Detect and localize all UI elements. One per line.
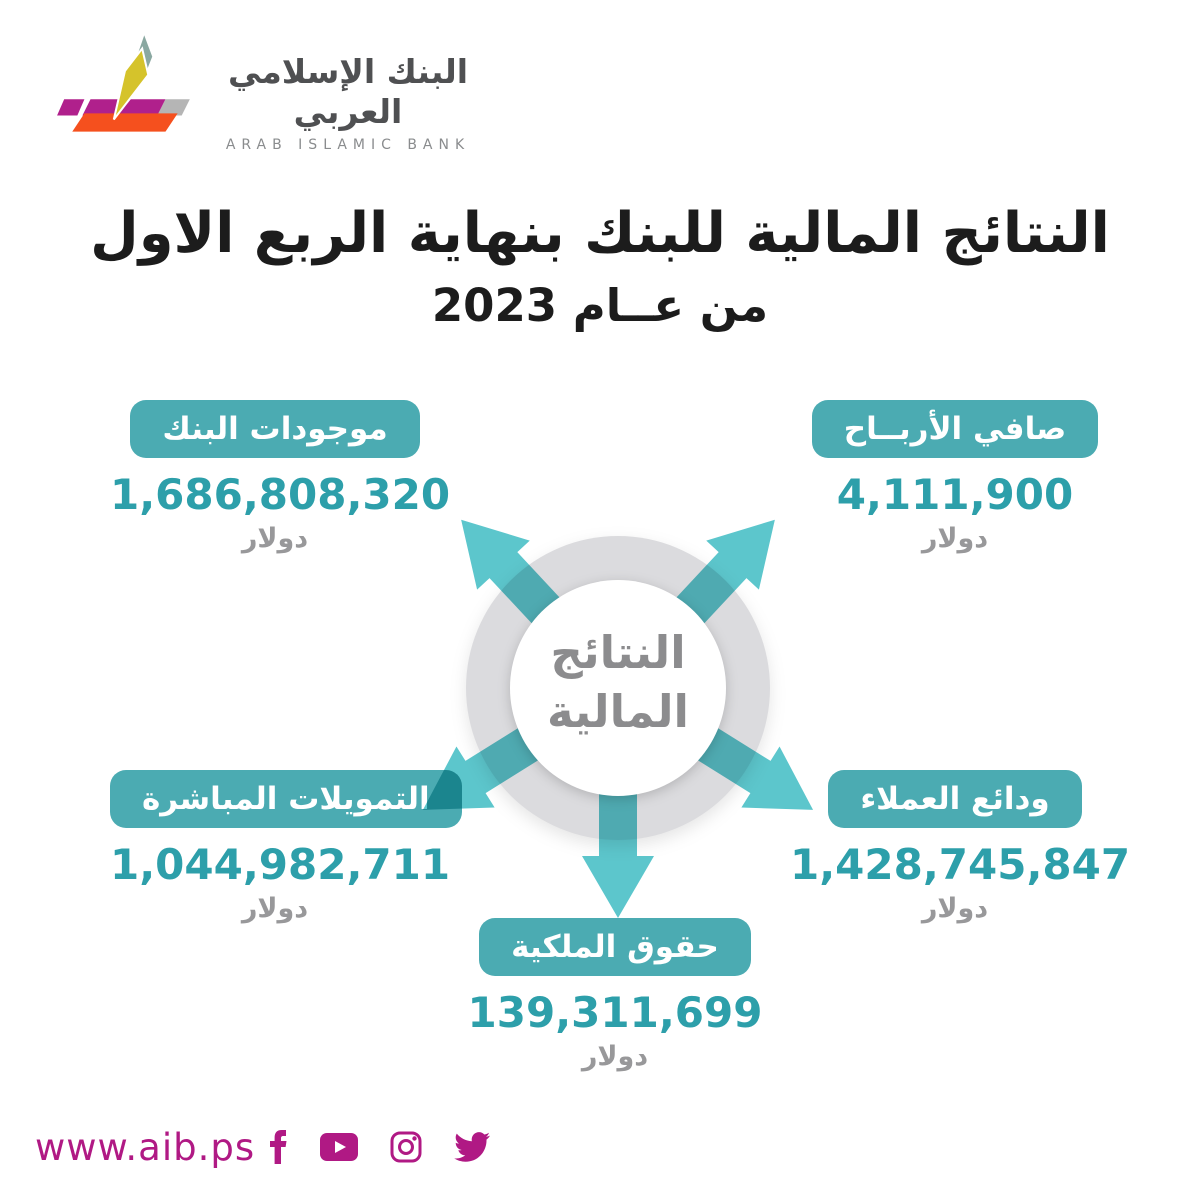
metric-net-profit-value: 4,111,900 [836, 470, 1074, 519]
page-title-line2: من عــام 2023 [431, 279, 769, 333]
metric-net-profit-label: صافي الأربــاح [843, 411, 1067, 447]
metric-customer-deposits [790, 770, 1131, 924]
metric-customer-deposits-value: 1,428,745,847 [790, 840, 1131, 889]
twitter-icon[interactable] [454, 1132, 490, 1162]
metric-bank-assets-unit: دولار [241, 523, 309, 554]
metric-bank-assets-label: موجودات البنك [162, 411, 388, 447]
metric-net-profit [790, 400, 1120, 554]
website-link[interactable]: www.aib.ps [35, 1126, 256, 1169]
metric-direct-financing-value: 1,044,982,711 [110, 840, 451, 889]
instagram-icon[interactable] [390, 1131, 422, 1163]
metric-equity-label: حقوق الملكية [511, 929, 719, 965]
metric-direct-financing [110, 770, 451, 924]
metric-net-profit-badge [812, 400, 1098, 458]
facebook-icon[interactable] [268, 1130, 288, 1164]
metric-bank-assets [110, 400, 451, 554]
metric-equity-badge [479, 918, 751, 976]
page-title-line1: النتائج المالية للبنك بنهاية الربع الاول [90, 201, 1110, 266]
hub-label-line2: المالية [547, 684, 689, 738]
metric-equity-unit: دولار [581, 1041, 649, 1072]
footer [0, 1118, 1200, 1178]
hub-diagram [400, 490, 836, 920]
page-title [0, 200, 1200, 332]
metric-customer-deposits-badge [828, 770, 1081, 828]
metric-bank-assets-badge [130, 400, 419, 458]
hub-label [498, 624, 738, 741]
metric-equity [450, 918, 780, 1072]
youtube-icon[interactable] [320, 1133, 358, 1161]
metric-bank-assets-value: 1,686,808,320 [110, 470, 451, 519]
metric-customer-deposits-unit: دولار [921, 893, 989, 924]
bank-name-arabic: البنك الإسلامي العربي [227, 52, 469, 131]
metric-direct-financing-label: التمويلات المباشرة [142, 781, 430, 817]
metric-direct-financing-unit: دولار [241, 893, 309, 924]
hub-label-line1: النتائج [550, 626, 686, 679]
bank-logo-icon [52, 26, 204, 138]
metric-net-profit-unit: دولار [921, 523, 989, 554]
brand-logo [52, 26, 482, 153]
metric-customer-deposits-label: ودائع العملاء [860, 781, 1050, 817]
metric-equity-value: 139,311,699 [467, 988, 763, 1037]
bank-name-english: ARAB ISLAMIC BANK [225, 137, 471, 154]
